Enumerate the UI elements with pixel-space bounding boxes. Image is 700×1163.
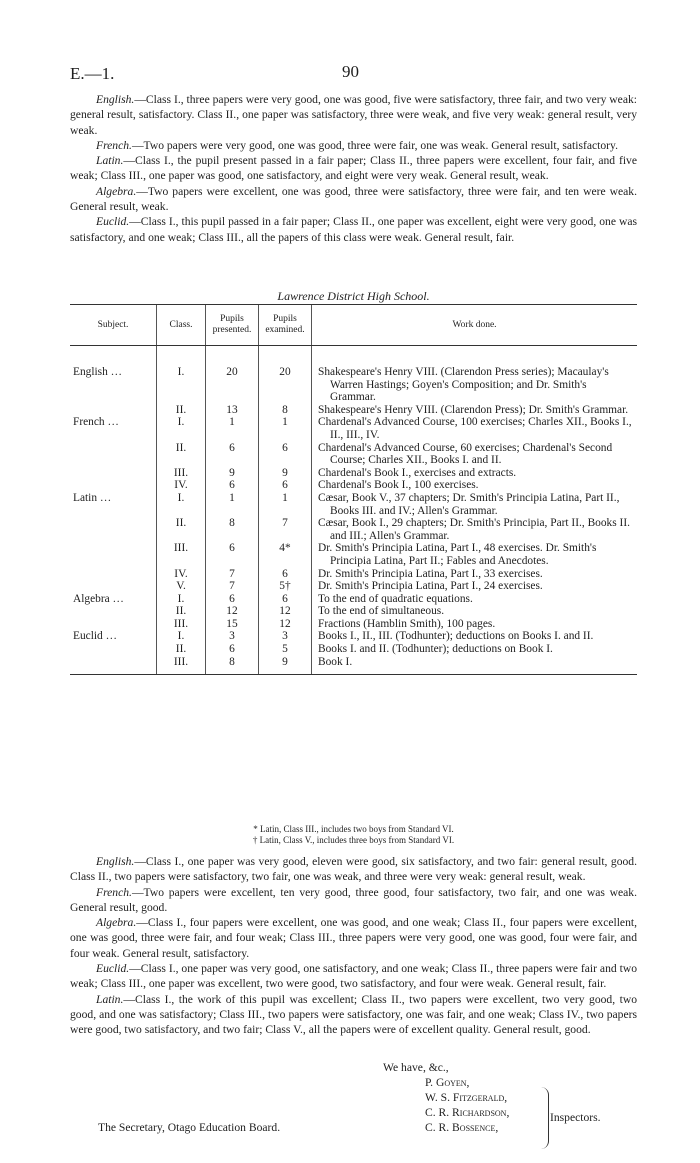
cell-class xyxy=(157,605,206,618)
cell-work-text: Chardenal's Advanced Course, 100 exercises; Charles XII., Books I., II., III., IV. xyxy=(318,416,632,441)
header-work: Work done. xyxy=(312,305,638,346)
report-code: E.—1. xyxy=(70,64,115,83)
cell-subject xyxy=(70,580,157,593)
cell-work xyxy=(312,442,638,467)
cell-examined-text: 9 xyxy=(282,655,288,668)
table-header-row xyxy=(70,305,637,346)
inspector-name: W. S. Fitzgerald, xyxy=(425,1091,508,1104)
cell-class-text: II. xyxy=(175,441,187,454)
table-row xyxy=(70,492,637,517)
first-report-section xyxy=(70,92,637,245)
cell-class-text: III. xyxy=(173,617,189,630)
page-number: 90 xyxy=(342,62,359,81)
school-work-table xyxy=(70,304,637,675)
cell-examined xyxy=(259,593,312,606)
cell-work xyxy=(312,643,638,656)
cell-work xyxy=(312,346,638,404)
cell-examined-text: 1 xyxy=(282,491,288,504)
cell-examined xyxy=(259,656,312,675)
cell-examined xyxy=(259,618,312,631)
cell-presented xyxy=(206,542,259,567)
cell-presented xyxy=(206,656,259,675)
cell-examined xyxy=(259,542,312,567)
cell-work-text: Chardenal's Book I., exercises and extracts. xyxy=(318,466,517,479)
table-row xyxy=(70,656,637,675)
cell-class xyxy=(157,630,206,643)
cell-examined-text: 6 xyxy=(282,592,288,605)
table-row xyxy=(70,479,637,492)
header-examined: Pupils examined. xyxy=(259,305,312,346)
cell-work-text: Chardenal's Book I., 100 exercises. xyxy=(318,479,479,492)
cell-work-text: Books I. and II. (Todhunter); deductions on Book I. xyxy=(318,643,553,656)
cell-examined xyxy=(259,442,312,467)
cell-class xyxy=(157,492,206,517)
cell-class xyxy=(157,542,206,567)
cell-subject xyxy=(70,416,157,441)
cell-subject xyxy=(70,479,157,492)
cell-class-text: IV. xyxy=(174,479,188,492)
cell-work-text: Dr. Smith's Principia Latina, Part I., 24 exercises. xyxy=(318,580,543,593)
cell-examined xyxy=(259,416,312,441)
report-paragraph: Latin.—Class I., the work of this pupil was excellent; Class II., two papers were excellent, two very good, two good, and one was satisfactory; Class III., two papers were satisfactory, one was fair, and one weak; Class IV., two papers were good, two satisfactory, and two fair; Class V., all the papers were of excellent quality. General result, good. xyxy=(70,992,637,1037)
cell-subject xyxy=(70,618,157,631)
table-row xyxy=(70,542,637,567)
cell-presented-text: 6 xyxy=(229,592,235,605)
table-row xyxy=(70,442,637,467)
cell-work xyxy=(312,416,638,441)
cell-class-text: III. xyxy=(173,655,189,668)
report-paragraph: Euclid.—Class I., this pupil passed in a fair paper; Class II., one paper was excellent, eight were very good, one was satisfactory, and one weak; Class III., all the papers of this class were weak. General result, fair. xyxy=(70,215,637,244)
header-presented: Pupils presented. xyxy=(206,305,259,346)
cell-subject-text: Latin … xyxy=(73,491,112,504)
table-row xyxy=(70,517,637,542)
cell-work-text: Cæsar, Book I., 29 chapters; Dr. Smith's Principia, Part II., Books II. and III.; Allen's Grammar. xyxy=(318,517,630,542)
cell-class xyxy=(157,656,206,675)
greeting: We have, &c., xyxy=(383,1061,449,1074)
cell-class-text: I. xyxy=(177,592,185,605)
cell-subject xyxy=(70,492,157,517)
cell-presented xyxy=(206,618,259,631)
cell-work xyxy=(312,605,638,618)
cell-examined-text: 6 xyxy=(282,567,288,580)
cell-examined xyxy=(259,580,312,593)
report-paragraph: Latin.—Class I., the pupil present passed in a fair paper; Class II., three papers were excellent, four fair, and five weak; Class III., one paper was good, one satisfactory, and eight were very weak. General result, weak. xyxy=(70,154,637,183)
cell-examined-text: 8 xyxy=(282,403,288,416)
cell-class-text: III. xyxy=(173,466,189,479)
cell-examined xyxy=(259,605,312,618)
cell-class-text: III. xyxy=(173,542,189,555)
cell-class xyxy=(157,568,206,581)
cell-presented-text: 6 xyxy=(229,479,235,492)
cell-presented-text: 9 xyxy=(229,466,235,479)
cell-examined xyxy=(259,467,312,480)
cell-examined xyxy=(259,568,312,581)
cell-subject xyxy=(70,404,157,417)
cell-class-text: I. xyxy=(177,491,185,504)
cell-class xyxy=(157,593,206,606)
cell-subject-text: French … xyxy=(73,416,119,429)
cell-examined-text: 9 xyxy=(282,466,288,479)
cell-examined-text: 20 xyxy=(279,366,291,378)
cell-class-text: II. xyxy=(175,403,187,416)
table-caption: Lawrence District High School. xyxy=(277,289,430,303)
table-row xyxy=(70,643,637,656)
cell-work-text: Book I. xyxy=(318,655,353,668)
cell-examined-text: 3 xyxy=(282,630,288,643)
table-body xyxy=(70,346,637,675)
cell-work-text: Books I., II., III. (Todhunter); deductions on Books I. and II. xyxy=(318,630,594,643)
cell-subject xyxy=(70,568,157,581)
cell-work-text: Shakespeare's Henry VIII. (Clarendon Press); Dr. Smith's Grammar. xyxy=(318,403,629,416)
inspectors-brace xyxy=(540,1087,549,1149)
cell-work xyxy=(312,656,638,675)
cell-examined xyxy=(259,517,312,542)
cell-presented-text: 8 xyxy=(229,517,235,530)
cell-subject xyxy=(70,593,157,606)
table-row xyxy=(70,404,637,417)
cell-presented xyxy=(206,404,259,417)
addressee: The Secretary, Otago Education Board. xyxy=(98,1121,281,1134)
table-row xyxy=(70,618,637,631)
table-row xyxy=(70,580,637,593)
report-paragraph: English.—Class I., three papers were very good, one was good, five were satisfactory, three fair, and two very weak: general result, satisfactory. Class II., one paper was satisfactory, three were weak, and five very weak: general result, very weak. xyxy=(70,93,637,137)
cell-presented-text: 6 xyxy=(229,441,235,454)
cell-examined-text: 6 xyxy=(282,479,288,492)
cell-work xyxy=(312,467,638,480)
cell-subject xyxy=(70,467,157,480)
table-row xyxy=(70,346,637,404)
cell-presented xyxy=(206,442,259,467)
cell-subject xyxy=(70,542,157,567)
cell-work-text: Shakespeare's Henry VIII. (Clarendon Press series); Macaulay's Warren Hastings; Goyen's Composition; and Dr. Smith's Grammar. xyxy=(318,366,609,404)
cell-presented-text: 7 xyxy=(229,567,235,580)
cell-work-text: Cæsar, Book V., 37 chapters; Dr. Smith's Principia Latina, Part II., Books III. and IV.; Allen's Grammar. xyxy=(318,491,620,517)
second-report-section xyxy=(70,854,637,1038)
cell-examined-text: 12 xyxy=(279,617,291,630)
cell-class-text: II. xyxy=(175,517,187,530)
footnote: * Latin, Class III., includes two boys from Standard VI. xyxy=(253,824,454,834)
table-row xyxy=(70,467,637,480)
cell-examined-text: 7 xyxy=(282,517,288,530)
cell-work xyxy=(312,517,638,542)
report-paragraph: French.—Two papers were excellent, ten very good, three good, four satisfactory, two fair, and one was weak. General result, good. xyxy=(70,885,637,914)
cell-work xyxy=(312,568,638,581)
cell-examined-text: 12 xyxy=(279,605,291,618)
cell-subject xyxy=(70,656,157,675)
inspectors-label: Inspectors. xyxy=(550,1111,601,1124)
cell-subject xyxy=(70,517,157,542)
table-row xyxy=(70,630,637,643)
cell-presented xyxy=(206,479,259,492)
cell-subject-text: English … xyxy=(73,366,123,378)
report-paragraph: Euclid.—Class I., one paper was very good, one satisfactory, and one weak; Class II., three papers were fair and two weak; Class III., one paper was excellent, two were good, two satisfactory, and four were weak. General result, fair. xyxy=(70,962,637,991)
cell-work-text: To the end of simultaneous. xyxy=(318,605,445,618)
cell-presented xyxy=(206,492,259,517)
inspector-name: C. R. Bossence, xyxy=(425,1121,499,1134)
cell-class xyxy=(157,479,206,492)
cell-examined xyxy=(259,404,312,417)
cell-presented-text: 1 xyxy=(229,491,235,504)
cell-work-text: Chardenal's Advanced Course, 60 exercises; Chardenal's Second Course; Charles XII., Books I. and II. xyxy=(318,441,613,467)
table-row xyxy=(70,416,637,441)
cell-work-text: To the end of quadratic equations. xyxy=(318,592,473,605)
cell-examined-text: 5† xyxy=(279,580,291,593)
cell-presented xyxy=(206,605,259,618)
cell-work xyxy=(312,593,638,606)
table-row xyxy=(70,593,637,606)
cell-subject xyxy=(70,346,157,404)
report-paragraph: French.—Two papers were very good, one was good, three were fair, one was weak. General result, satisfactory. xyxy=(96,138,618,152)
report-paragraph: Algebra.—Two papers were excellent, one was good, three were satisfactory, three were fair, and ten were weak. General result, weak. xyxy=(70,184,637,214)
cell-class-text: I. xyxy=(177,366,185,378)
cell-presented xyxy=(206,568,259,581)
cell-presented xyxy=(206,467,259,480)
cell-examined xyxy=(259,643,312,656)
cell-subject-text: Algebra … xyxy=(73,592,124,605)
footnote: † Latin, Class V., includes three boys from Standard VI. xyxy=(252,835,455,845)
cell-presented-text: 6 xyxy=(229,643,235,656)
cell-presented xyxy=(206,580,259,593)
cell-subject-text: Euclid … xyxy=(73,630,117,643)
cell-class xyxy=(157,618,206,631)
cell-examined-text: 4* xyxy=(279,542,291,555)
cell-subject xyxy=(70,630,157,643)
cell-work xyxy=(312,630,638,643)
cell-class xyxy=(157,467,206,480)
cell-subject xyxy=(70,605,157,618)
cell-class xyxy=(157,643,206,656)
report-paragraph: English.—Class I., one paper was very good, eleven were good, six satisfactory, and two fair: general result, good. Class II., two papers were satisfactory, two fair, one was weak, and three were very weak: general result, weak. xyxy=(70,855,637,884)
cell-presented-text: 12 xyxy=(226,605,238,618)
cell-class-text: I. xyxy=(177,630,185,643)
cell-subject xyxy=(70,643,157,656)
cell-subject xyxy=(70,442,157,467)
cell-class-text: V. xyxy=(176,580,186,593)
cell-presented xyxy=(206,630,259,643)
cell-presented-text: 13 xyxy=(226,403,238,416)
cell-work xyxy=(312,580,638,593)
cell-class xyxy=(157,580,206,593)
cell-class xyxy=(157,416,206,441)
cell-presented-text: 3 xyxy=(229,630,235,643)
cell-work xyxy=(312,492,638,517)
cell-presented-text: 6 xyxy=(229,542,235,555)
cell-examined-text: 6 xyxy=(282,441,288,454)
header-class: Class. xyxy=(157,305,206,346)
cell-examined xyxy=(259,479,312,492)
inspector-name: P. Goyen, xyxy=(425,1076,470,1089)
header-subject: Subject. xyxy=(70,305,157,346)
cell-presented-text: 15 xyxy=(226,617,238,630)
cell-examined-text: 5 xyxy=(282,643,288,656)
cell-class xyxy=(157,404,206,417)
cell-presented-text: 1 xyxy=(229,416,235,429)
cell-class-text: I. xyxy=(177,416,185,429)
cell-presented xyxy=(206,416,259,441)
inspector-name: C. R. Richardson, xyxy=(425,1106,510,1119)
cell-presented-text: 8 xyxy=(229,655,235,668)
cell-examined xyxy=(259,630,312,643)
cell-presented xyxy=(206,643,259,656)
cell-work xyxy=(312,618,638,631)
cell-work-text: Dr. Smith's Principia Latina, Part I., 33 exercises. xyxy=(318,567,543,580)
cell-work xyxy=(312,479,638,492)
cell-work xyxy=(312,542,638,567)
table-row xyxy=(70,605,637,618)
table-row xyxy=(70,568,637,581)
cell-examined xyxy=(259,346,312,404)
cell-class-text: II. xyxy=(175,643,187,656)
cell-presented xyxy=(206,593,259,606)
cell-presented-text: 7 xyxy=(229,580,235,593)
cell-class xyxy=(157,346,206,404)
report-paragraph: Algebra.—Class I., four papers were excellent, one was good, and one weak; Class II., four papers were excellent, one was good, three were fair, and four weak; Class III., three papers were very good, one was good, four were fair, and four weak. General result, satisfactory. xyxy=(70,916,637,960)
cell-examined-text: 1 xyxy=(282,416,288,429)
cell-class xyxy=(157,442,206,467)
cell-presented xyxy=(206,346,259,404)
cell-class-text: II. xyxy=(175,605,187,618)
cell-class-text: IV. xyxy=(174,567,188,580)
cell-presented-text: 20 xyxy=(226,366,238,378)
cell-presented xyxy=(206,517,259,542)
cell-class xyxy=(157,517,206,542)
cell-work-text: Dr. Smith's Principia Latina, Part I., 48 exercises. Dr. Smith's Principia Latina, Part II.; Fables and Anecdotes. xyxy=(318,542,597,567)
cell-work xyxy=(312,404,638,417)
cell-work-text: Fractions (Hamblin Smith), 100 pages. xyxy=(318,617,496,630)
cell-examined xyxy=(259,492,312,517)
